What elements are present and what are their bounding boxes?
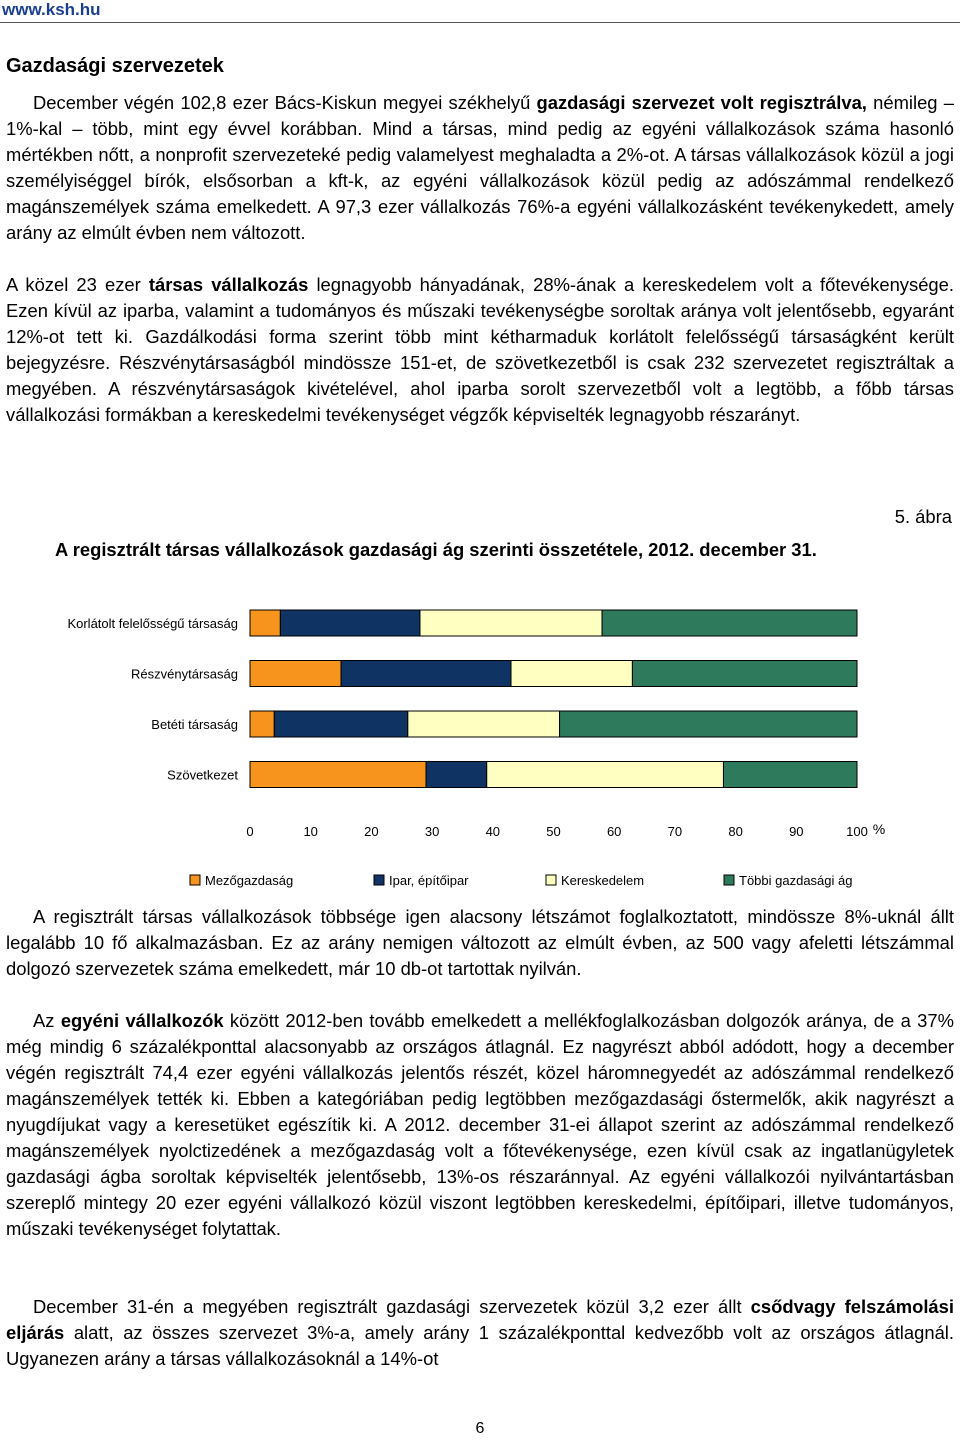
paragraph-2-bold: társas vállalkozás: [148, 274, 309, 295]
legend-swatch: [190, 875, 200, 885]
paragraph-5-bold: csődvagy felszámolási eljárás: [6, 1296, 954, 1343]
legend-swatch: [546, 875, 556, 885]
stacked-bar-chart: [0, 590, 960, 890]
legend-label: Ipar, építőipar: [389, 873, 469, 888]
paragraph-5: [6, 1294, 954, 1372]
category-label: Korlátolt felelősségű társaság: [67, 616, 238, 631]
x-tick-label: 100: [846, 824, 868, 839]
bar-segment: [560, 711, 857, 737]
bar-segment: [280, 610, 420, 636]
bar-segment: [274, 711, 408, 737]
bar-segment: [250, 661, 341, 687]
figure-title: A regisztrált társas vállalkozások gazdasági ág szerinti összetétele, 2012. december 31.: [55, 539, 817, 560]
paragraph-2-text-a: A közel 23 ezer: [6, 274, 149, 295]
x-tick-label: 80: [728, 824, 743, 839]
paragraph-1-bold: gazdasági szervezet volt regisztrálva,: [536, 92, 867, 113]
category-label: Szövetkezet: [167, 767, 238, 783]
legend-label: Mezőgazdaság: [205, 873, 294, 888]
category-label: Részvénytársaság: [131, 666, 238, 682]
x-tick-label: 60: [606, 824, 622, 839]
paragraph-5-text-b: alatt, az összes szervezet 3%-a, amely arány 1 százalékponttal kedvezőbb volt az országos átlagnál. Ugyanezen arány a társas vállalkozásoknál a 14%-ot: [6, 1322, 954, 1369]
bar-segment: [408, 711, 560, 737]
site-url[interactable]: www.ksh.hu: [2, 0, 101, 19]
x-tick-label: 50: [546, 824, 561, 839]
paragraph-3: [6, 904, 954, 982]
x-tick-label: 0: [246, 824, 254, 839]
paragraph-4-text-b: között 2012-ben tovább emelkedett a mellékfoglalkozásban dolgozók aránya, de a 37% még mindig 6 százalékponttal alacsonyabb az országos átlagnál. Ez nagyrészt abból adódott, hogy a december végén regisztrált 74,4 ezer egyéni vállalkozás jelentős részét, közel háromnegyedét az adószámmal rendelkező magánszemélyek tették ki. Ebben a kategóriában pedig legtöbben mezőgazdasági őstermelők, akik nagyrészt a nyugdíjukat vagy a keresetüket egészítik ki. A 2012. december 31-ei állapot szerint az adószámmal rendelkező magánszemélyek nyolctizedének a mezőgazdaság volt a főtevékenysége, ezen kívül csak az ingatlanügyletek gazdasági ágba soroltak képviselték jelentősebb, 13%-os részaránnyal. Az egyéni vállalkozói nyilvántartásban szereplő mintegy 20 ezer egyéni vállalkozó közül viszont legtöbben kereskedelmi, építőipari, illetve tudományos, műszaki tevékenységet folytattak.: [6, 1010, 954, 1239]
bar-segment: [723, 762, 857, 788]
paragraph-4-bold: egyéni vállalkozók: [60, 1010, 224, 1031]
paragraph-2-text-b: legnagyobb hányadának, 28%-ának a kereskedelem volt a főtevékenysége. Ezen kívül az iparba, valamint a tudományos és műszaki tevékenységbe soroltak aránya volt jelentősebb, egyaránt 12%-ot tett ki. Gazdálkodási forma szerint több mint kétharmaduk korlátolt felelősségű társaságként került bejegyzésre. Részvénytársaságból mindössze 151-et, de szövetkezetből is csak 232 szervezetet regisztráltak a megyében. A részvénytársaságok kivételével, ahol iparba sorolt szervezetből volt a legtöbb, a főbb társas vállalkozási formákban a kereskedelmi tevékenységet végzők képviselték legnagyobb részarányt.: [6, 274, 954, 425]
bar-segment: [487, 762, 724, 788]
page-number: 6: [475, 1420, 485, 1437]
x-tick-label: 40: [485, 824, 501, 839]
paragraph-3-text: A regisztrált társas vállalkozások többsége igen alacsony létszámot foglalkoztatott, mindössze 8%-uknál állt legalább 10 fő alkalmazásban. Ez az arány nemigen változott az elmúlt évben, az 500 vagy afeletti létszámmal dolgozó szervezetek száma emelkedett, már 10 db-ot tartottak nyilván.: [6, 906, 954, 979]
paragraph-1: [6, 90, 954, 246]
paragraph-1-text-a: December végén 102,8 ezer Bács-Kiskun megyei székhelyű: [33, 92, 537, 113]
x-tick-label: 70: [667, 824, 683, 839]
paragraph-2: [6, 272, 954, 428]
section-title: Gazdasági szervezetek: [6, 55, 224, 77]
legend-label: Kereskedelem: [561, 873, 645, 888]
paragraph-4-text-a: Az: [33, 1010, 61, 1031]
paragraph-5-text-a: December 31-én a megyében regisztrált gazdasági szervezetek közül 3,2 ezer állt: [33, 1296, 751, 1317]
bar-segment: [250, 610, 280, 636]
category-label: Betéti társaság: [151, 717, 238, 732]
bar-segment: [420, 610, 602, 636]
legend-label: Többi gazdasági ág: [739, 873, 853, 888]
x-tick-label: 90: [789, 824, 804, 839]
paragraph-4: [6, 1008, 954, 1242]
x-tick-label: 20: [364, 824, 379, 839]
x-unit-label: %: [872, 821, 886, 837]
bar-segment: [250, 711, 274, 737]
bar-segment: [250, 762, 426, 788]
bar-segment: [426, 762, 487, 788]
paragraph-1-text-b: némileg – 1%-kal – több, mint egy évvel korábban. Mind a társas, mind pedig az egyéni vállalkozások száma hasonló mértékben nőtt, a nonprofit szervezeteké pedig valamelyest meghaladta a 2%-ot. A társas vállalkozások közül a jogi személyiséggel bírók, elsősorban a kft-k, az egyéni vállalkozások közül pedig az adószámmal rendelkező magánszemélyek száma emelkedett. A 97,3 ezer vállalkozás 76%-a egyéni vállalkozásként tevékenykedett, amely arány az elmúlt évben nem változott.: [6, 92, 954, 243]
x-tick-label: 30: [424, 824, 440, 839]
bar-segment: [511, 661, 632, 687]
bar-segment: [602, 610, 857, 636]
x-tick-label: 10: [303, 824, 318, 839]
legend-swatch: [374, 875, 384, 885]
header-divider: [0, 22, 960, 23]
bar-segment: [341, 661, 511, 687]
figure-number: 5. ábra: [894, 506, 952, 527]
legend-swatch: [724, 875, 734, 885]
bar-segment: [632, 661, 857, 687]
